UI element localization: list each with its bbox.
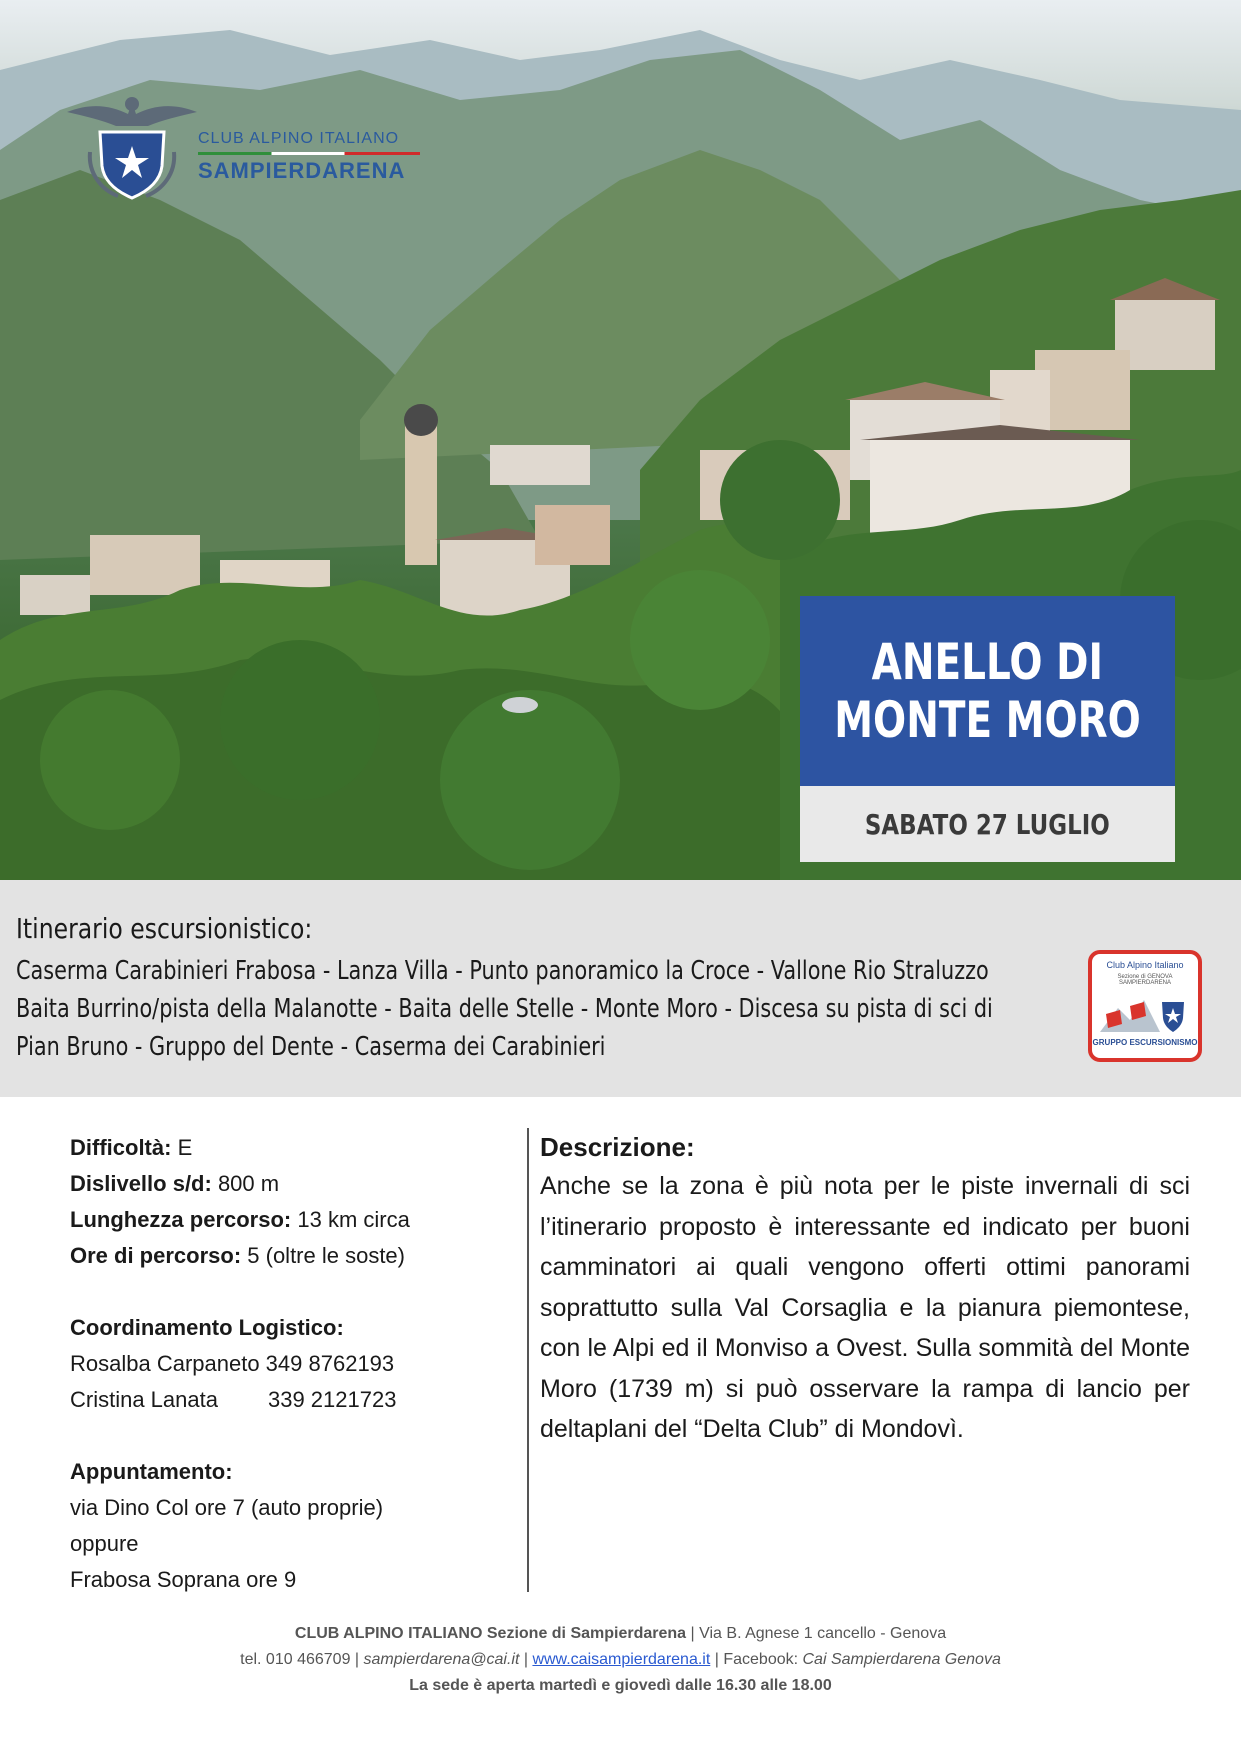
description-column bbox=[540, 1128, 1190, 1450]
dislivello-label: Dislivello s/d: bbox=[70, 1171, 212, 1196]
cai-logo bbox=[62, 92, 432, 202]
contact-2-name: Cristina Lanata bbox=[70, 1387, 218, 1412]
lunghezza-value: 13 km circa bbox=[291, 1207, 410, 1232]
appuntamento-line-3: Frabosa Soprana ore 9 bbox=[70, 1567, 297, 1592]
footer bbox=[0, 1621, 1241, 1699]
description-heading: Descrizione: bbox=[540, 1132, 695, 1162]
event-title-line1: ANELLO DI bbox=[871, 633, 1104, 691]
badge-line2: Sezione di GENOVA SAMPIERDARENA bbox=[1117, 974, 1173, 986]
event-title-box bbox=[800, 596, 1175, 786]
logo-line2: SAMPIERDARENA bbox=[198, 158, 406, 183]
footer-org: CLUB ALPINO ITALIANO Sezione di Sampierdarena bbox=[294, 1625, 687, 1642]
footer-separator: | bbox=[519, 1651, 533, 1668]
appuntamento-label: Appuntamento: bbox=[70, 1459, 233, 1484]
lunghezza-label: Lunghezza percorso: bbox=[70, 1207, 292, 1232]
contact-2-phone: 339 2121723 bbox=[267, 1387, 397, 1412]
itinerary-line-1: Caserma Carabinieri Frabosa - Lanza Villa - Punto panoramico la Croce - Vallone Rio Straluzzo bbox=[16, 956, 989, 986]
description-text: Anche se la zona è più nota per le piste invernali di sci l’itinerario proposto è interessante ed indicato per buoni camminatori ai quali vengono offerti ottimi panorami soprattutto sulla Val Corsaglia e la pianura piemontese, con le Alpi ed il Monviso a Ovest. Sulla sommità del Monte Moro (1739 m) si può osservare la rampa di lancio per deltaplani del “Delta Club” di Mondovì. bbox=[540, 1172, 1190, 1443]
ore-label: Ore di percorso: bbox=[70, 1243, 242, 1268]
footer-facebook-value: Cai Sampierdarena Genova bbox=[802, 1651, 1001, 1668]
logo-line1: CLUB ALPINO ITALIANO bbox=[198, 130, 400, 147]
difficolta-value: E bbox=[171, 1135, 193, 1160]
logo-tricolor-line bbox=[198, 152, 420, 155]
lunghezza-row bbox=[70, 1202, 510, 1238]
contact-1: Rosalba Carpaneto 349 8762193 bbox=[70, 1351, 395, 1376]
footer-website-link[interactable]: www.caisampierdarena.it bbox=[532, 1651, 711, 1668]
footer-email[interactable]: sampierdarena@cai.it bbox=[363, 1651, 520, 1668]
details-column bbox=[70, 1130, 510, 1598]
appuntamento-line-1: via Dino Col ore 7 (auto proprie) bbox=[70, 1495, 384, 1520]
dislivello-row bbox=[70, 1166, 510, 1202]
footer-address: | Via B. Agnese 1 cancello - Genova bbox=[686, 1625, 947, 1642]
itinerary-heading: Itinerario escursionistico: bbox=[16, 912, 313, 945]
contact-2 bbox=[70, 1382, 510, 1418]
difficolta-label: Difficoltà: bbox=[70, 1135, 172, 1160]
cai-eagle-shield-icon bbox=[62, 92, 202, 202]
event-title-line2: MONTE MORO bbox=[834, 691, 1141, 749]
footer-line-2 bbox=[0, 1647, 1241, 1673]
ore-row bbox=[70, 1238, 510, 1274]
footer-tel: tel. 010 466709 | bbox=[240, 1651, 364, 1668]
gruppo-escursionismo-badge-icon bbox=[1100, 992, 1190, 1036]
footer-line-3 bbox=[0, 1673, 1241, 1699]
badge-line3: GRUPPO ESCURSIONISMO bbox=[1092, 1038, 1198, 1047]
appuntamento-line-2: oppure bbox=[70, 1531, 139, 1556]
coordinamento-label: Coordinamento Logistico: bbox=[70, 1315, 344, 1340]
ore-value: 5 (oltre le soste) bbox=[241, 1243, 405, 1268]
itinerary-line-3: Pian Bruno - Gruppo del Dente - Caserma dei Carabinieri bbox=[16, 1032, 606, 1062]
itinerary-line-2: Baita Burrino/pista della Malanotte - Baita delle Stelle - Monte Moro - Discesa su pista di sci di bbox=[16, 994, 993, 1024]
footer-hours: La sede è aperta martedì e giovedì dalle 16.30 alle 18.00 bbox=[409, 1677, 832, 1694]
event-date-box bbox=[800, 786, 1175, 862]
difficolta-row bbox=[70, 1130, 510, 1166]
footer-facebook-label: | Facebook: bbox=[710, 1651, 803, 1668]
column-divider bbox=[527, 1128, 529, 1592]
gruppo-escursionismo-badge bbox=[1088, 950, 1202, 1062]
badge-line1: Club Alpino Italiano bbox=[1106, 960, 1184, 970]
event-date: SABATO 27 LUGLIO bbox=[865, 807, 1110, 841]
footer-line-1 bbox=[0, 1621, 1241, 1647]
dislivello-value: 800 m bbox=[211, 1171, 280, 1196]
